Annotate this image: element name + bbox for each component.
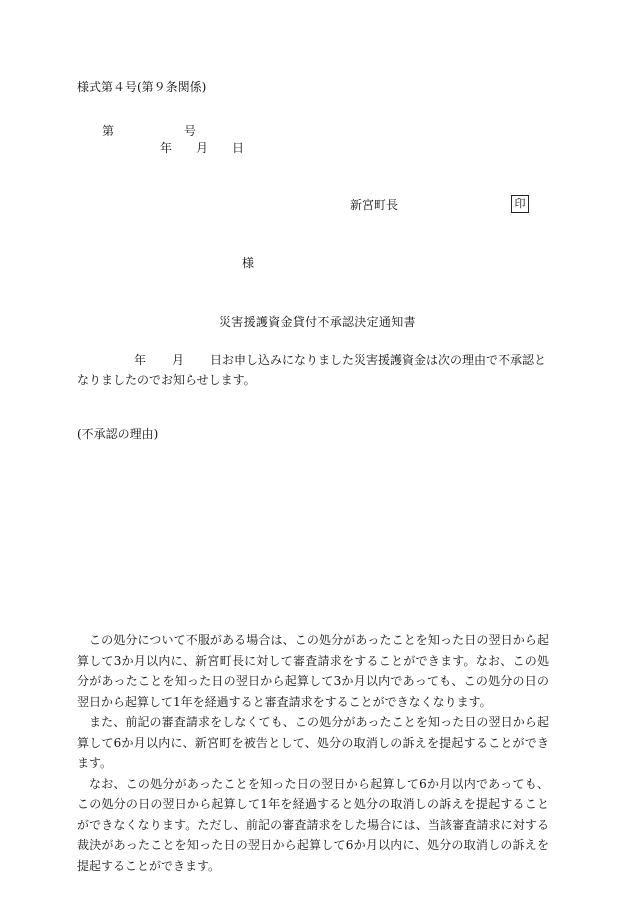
issuer-name: 新宮町長	[350, 198, 399, 212]
document-title: 災害援護資金貸付不承認決定通知書	[219, 315, 416, 329]
appeal-notice	[77, 630, 549, 876]
notice-paragraph: この処分について不服がある場合は、この処分があったことを知った日の翌日から起算して3か月以内に、新宮町長に対して審査請求をすることができます。なお、この処分があったことを知った日の翌日から起算して3か月以内であっても、この処分の日の翌日から起算して1年を経過すると審査請求をすることができなくなります。	[77, 633, 549, 709]
body-paragraph	[77, 350, 549, 390]
date-month-label: 月	[196, 141, 209, 155]
body-text: 日お申し込みになりました災害援護資金は次の理由で不承認となりましたのでお知らせします。	[77, 353, 547, 387]
date-day-label: 日	[232, 141, 245, 155]
form-number-label: 様式第４号(第９条関係)	[77, 80, 207, 94]
reason-label: (不承認の理由)	[77, 427, 159, 441]
document-number-suffix: 号	[184, 124, 197, 138]
notice-paragraph: なお、この処分があったことを知った日の翌日から起算して6か月以内であっても、この処分の日の翌日から起算して1年を経過すると処分の取消しの訴えを提起することができなくなります。ただし、前記の審査請求をした場合には、当該審査請求に対する裁決があったことを知った日の翌日から起算して6か月以内に、処分の取消しの訴えを提起することができます。	[77, 776, 549, 873]
date-year-label: 年	[160, 141, 173, 155]
seal-mark: 印	[511, 195, 529, 213]
addressee-honorific: 様	[242, 256, 255, 270]
document-number	[102, 124, 196, 138]
document-number-prefix: 第	[102, 124, 115, 138]
notice-paragraph: また、前記の審査請求をしなくても、この処分があったことを知った日の翌日から起算して6か月以内に、新宮町を被告として、処分の取消しの訴えを提起することができます。	[77, 715, 549, 770]
body-year-label: 年	[134, 353, 147, 367]
body-month-label: 月	[172, 353, 185, 367]
document-date	[160, 141, 244, 155]
